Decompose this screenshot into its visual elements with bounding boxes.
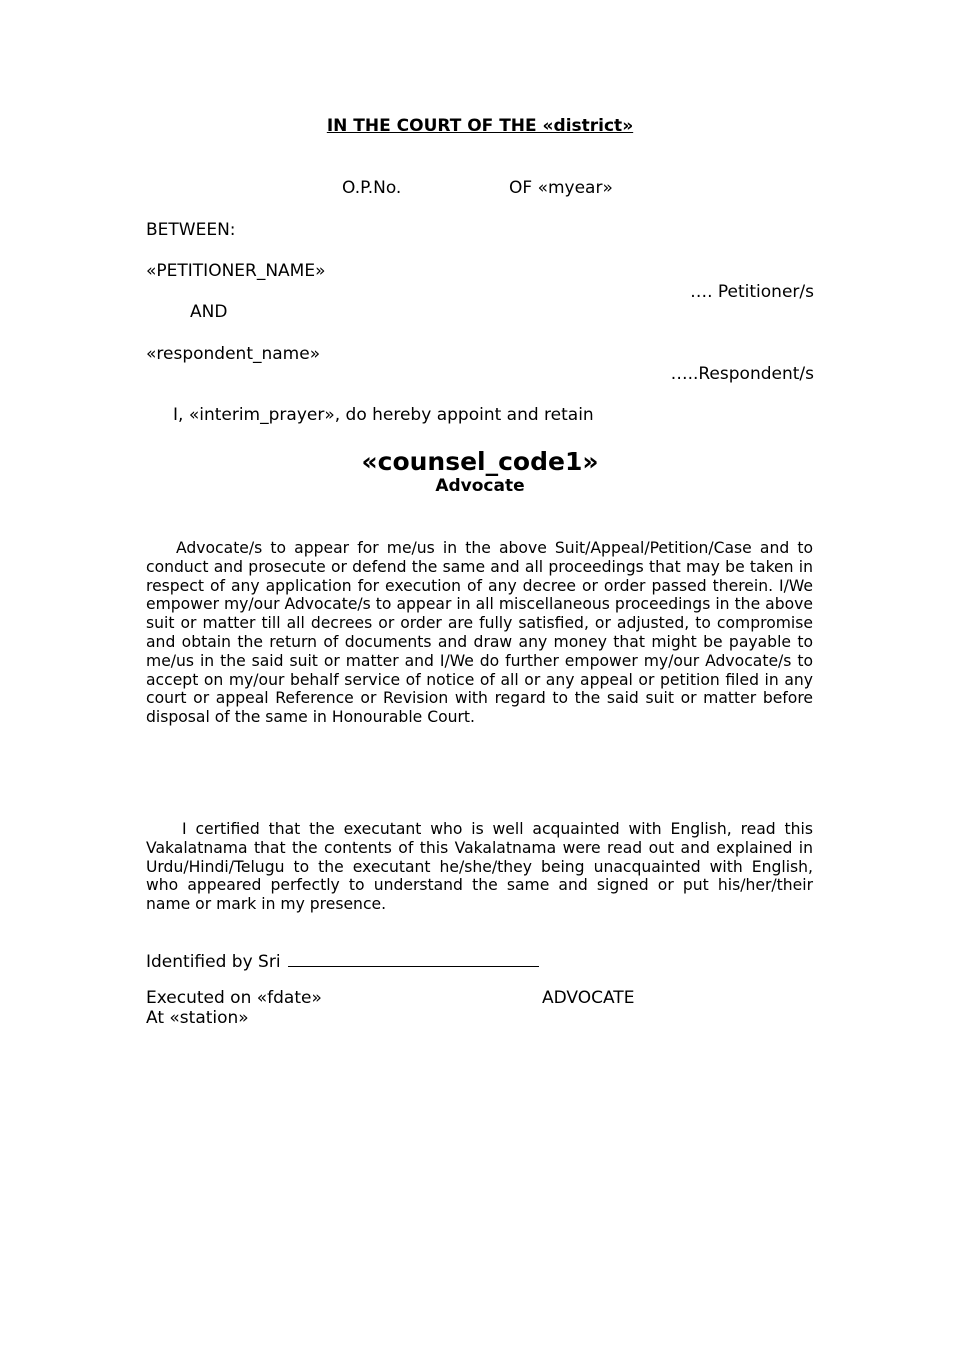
advocate-designation: Advocate bbox=[435, 476, 525, 496]
and-label: AND bbox=[190, 302, 228, 322]
respondent-role: …..Respondent/s bbox=[670, 364, 814, 384]
petitioner-name: «PETITIONER_NAME» bbox=[146, 261, 326, 281]
executed-on: Executed on «fdate» bbox=[146, 988, 322, 1008]
authority-paragraph: Advocate/s to appear for me/us in the above Suit/Appeal/Petition/Case and to conduct and prosecute or defend the same and all proceedings that may be taken in respect of any application for execution of any decree or order passed therein. I/We empower my/our Advocate/s to appear in all miscellaneous proceedings in the above suit or matter till all decrees or order are fully satisfied, or adjusted, to compromise and obtain the return of documents and draw any money that might be payable to me/us in the said suit or matter and I/We do further empower my/our Advocate/s to accept on my/our behalf service of notice of all or any appeal or petition filed in any court or appeal Reference or Revision with regard to the said suit or matter before disposal of the same in Honourable Court. bbox=[146, 539, 813, 727]
identifier-blank bbox=[288, 951, 539, 967]
at-station: At «station» bbox=[146, 1008, 249, 1028]
identified-by-line bbox=[146, 951, 539, 972]
appointment-statement: I, «interim_prayer», do hereby appoint and retain bbox=[173, 405, 594, 425]
certification-paragraph: I certified that the executant who is well acquainted with English, read this Vakalatnama that the contents of this Vakalatnama were read out and explained in Urdu/Hindi/Telugu to the executant he/she/they being unacquainted with English, who appeared perfectly to understand the same and signed or put his/her/their name or mark in my presence. bbox=[146, 820, 813, 914]
advocate-signature-label: ADVOCATE bbox=[542, 988, 635, 1008]
counsel-name: «counsel_code1» bbox=[361, 447, 599, 476]
court-title: IN THE COURT OF THE «district» bbox=[326, 116, 634, 136]
op-number-label: O.P.No. bbox=[342, 178, 402, 198]
respondent-name: «respondent_name» bbox=[146, 344, 321, 364]
identified-by-label: Identified by Sri bbox=[146, 952, 281, 972]
between-label: BETWEEN: bbox=[146, 220, 236, 240]
of-year-label: OF «myear» bbox=[509, 178, 613, 198]
petitioner-role: …. Petitioner/s bbox=[690, 282, 814, 302]
